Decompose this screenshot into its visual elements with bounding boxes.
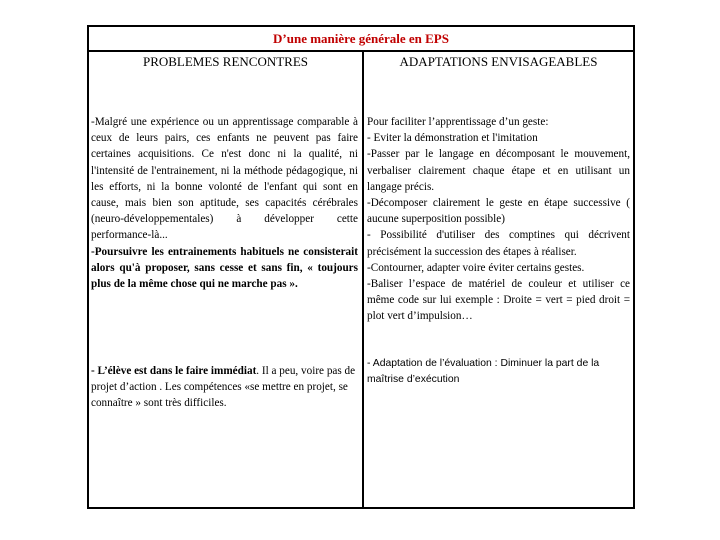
adaptation-line: - Eviter la démonstration et l'imitation	[367, 132, 538, 145]
adaptation-cell-1	[367, 114, 630, 325]
adaptation-2-text: - Adaptation de l’évaluation : Diminuer la part de la maîtrise d’exécution	[367, 358, 600, 385]
adaptations-header: ADAPTATIONS ENVISAGEABLES	[399, 54, 598, 69]
adaptation-line: -Baliser l’espace de matériel de couleur et utiliser ce même code sur lui exemple : Droite = vert = pied droit = plot vert d’impulsion…	[367, 278, 630, 323]
table-title: D’une manière générale en EPS	[273, 30, 449, 46]
adaptation-line: - Possibilité d'utiliser des comptines qui décrivent précisément la succession des étapes à réaliser.	[367, 229, 630, 258]
problem-cell-2	[91, 363, 358, 412]
table-columns	[89, 50, 633, 507]
problems-header: PROBLEMES RENCONTRES	[142, 54, 309, 69]
problem-1-text: -Malgré une expérience ou un apprentissage comparable à ceux de leurs pairs, ces enfants ne peuvent pas faire certaines acquisitions. Ce n'est donc ni la qualité, ni l'intensité de l'entrainement, ni la méthode pédagogique, ni les efforts, ni la bonne volonté de l'enfant qui sont en cause, mais bien son aptitude, ses capacités cérébrales (neuro-développementales) à développer cette performance-là...	[91, 116, 358, 242]
problems-column	[89, 50, 364, 507]
adaptation-line: -Passer par le langage en décomposant le mouvement, verbaliser clairement chaque étape et en utilisant un langage précis.	[367, 148, 630, 193]
eps-table	[87, 25, 635, 509]
adaptation-line: -Contourner, adapter voire éviter certains gestes.	[367, 261, 585, 274]
problem-cell-1	[91, 114, 358, 292]
table-title-row	[89, 27, 633, 52]
adaptation-line: -Décomposer clairement le geste en étape successive ( aucune superposition possible)	[367, 197, 630, 226]
problem-2-bold: - L’élève est dans le faire immédiat	[91, 365, 257, 377]
problem-2-text: . Il a peu, voire pas de projet d’action . Les compétences «se mettre en projet, se connaître » sont très difficiles.	[91, 365, 356, 410]
adaptation-cell-2	[367, 356, 630, 387]
problem-1-bold: -Poursuivre les entrainements habituels ne consisterait alors qu'à proposer, sans cesse et sans fin, « toujours plus de la même chose qui ne marche pas ».	[91, 245, 358, 291]
adaptation-line: Pour faciliter l’apprentissage d’un geste:	[367, 116, 549, 128]
adaptations-column	[364, 50, 633, 507]
